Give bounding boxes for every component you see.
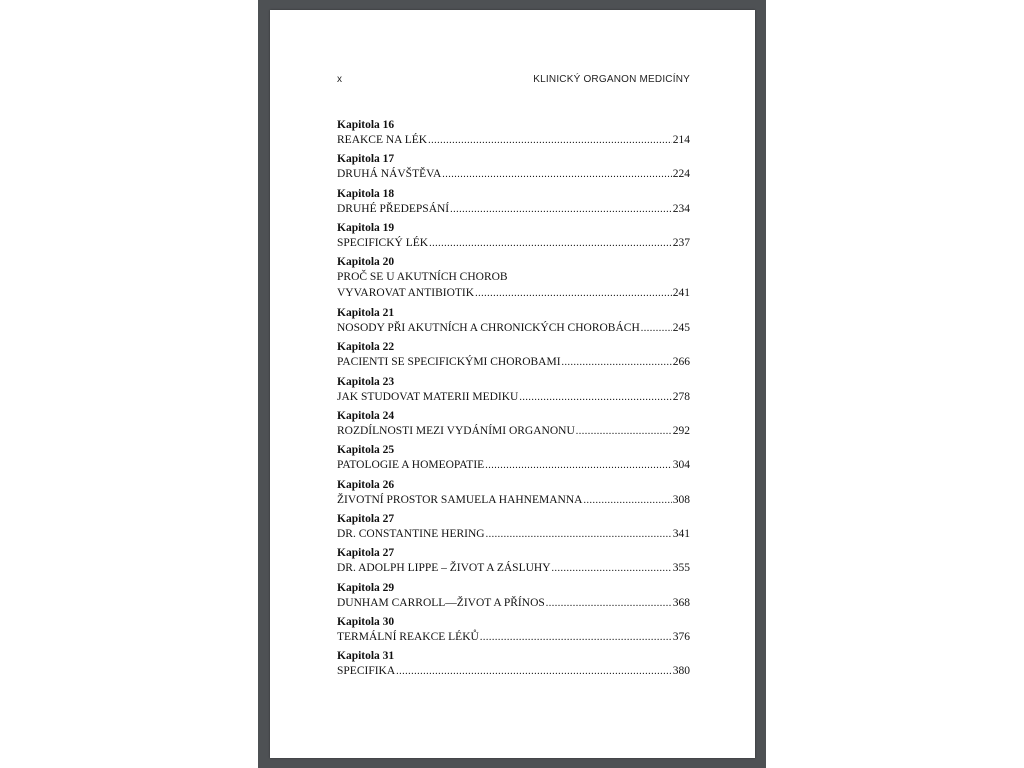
chapter-row	[337, 457, 690, 473]
toc-entry[interactable]	[337, 255, 690, 306]
chapter-row	[337, 389, 690, 405]
chapter-row	[337, 526, 690, 542]
toc-entry[interactable]	[337, 443, 690, 477]
chapter-label: Kapitola 23	[337, 375, 395, 388]
chapter-title: ŽIVOTNÍ PROSTOR SAMUELA HAHNEMANNA	[337, 493, 583, 506]
toc-entry[interactable]	[337, 375, 690, 409]
page-ref: 380	[672, 665, 690, 678]
chapter-row	[337, 132, 690, 148]
dot-leader	[442, 167, 671, 183]
chapter-row	[337, 663, 690, 679]
page-ref: 355	[672, 562, 690, 575]
chapter-label: Kapitola 26	[337, 478, 395, 491]
dot-leader	[475, 286, 672, 302]
toc-entry[interactable]	[337, 546, 690, 580]
toc-entry[interactable]	[337, 409, 690, 443]
chapter-title: DUNHAM CARROLL—ŽIVOT A PŘÍNOS	[337, 596, 545, 609]
chapter-label: Kapitola 24	[337, 410, 395, 423]
chapter-label: Kapitola 30	[337, 615, 395, 628]
dot-leader	[562, 355, 672, 371]
page-ref: 214	[672, 134, 690, 146]
chapter-title: SPECIFICKÝ LÉK	[337, 236, 429, 249]
chapter-label: Kapitola 18	[337, 187, 395, 200]
chapter-label: Kapitola 16	[337, 119, 395, 131]
chapter-label: Kapitola 21	[337, 307, 395, 320]
toc-entry[interactable]	[337, 306, 690, 340]
toc-entry[interactable]	[337, 615, 690, 649]
page-ref: 234	[672, 202, 690, 215]
chapter-row	[337, 285, 690, 301]
dot-leader	[546, 596, 672, 612]
page-ref: 278	[672, 390, 690, 403]
toc-entry[interactable]	[337, 221, 690, 255]
chapter-title: DR. CONSTANTINE HERING	[337, 527, 485, 540]
page-ref: 341	[672, 527, 690, 540]
chapter-row	[337, 423, 690, 439]
dot-leader	[396, 664, 672, 680]
page-ref: 266	[672, 356, 690, 369]
toc-entry[interactable]	[337, 187, 690, 221]
chapter-title: DRUHÁ NÁVŠTĚVA	[337, 168, 442, 181]
toc-entry[interactable]	[337, 649, 690, 683]
chapter-label: Kapitola 22	[337, 341, 395, 354]
page-ref: 241	[672, 287, 690, 300]
chapter-label: Kapitola 27	[337, 512, 395, 525]
chapter-row	[337, 320, 690, 336]
chapter-title: REAKCE NA LÉK	[337, 134, 428, 146]
chapter-row	[337, 560, 690, 576]
toc-entry[interactable]	[337, 581, 690, 615]
running-header	[337, 74, 690, 88]
chapter-title: SPECIFIKA	[337, 665, 396, 678]
chapter-title: JAK STUDOVAT MATERII MEDIKU	[337, 390, 519, 403]
dot-leader	[519, 390, 671, 406]
chapter-title: PATOLOGIE A HOMEOPATIE	[337, 459, 485, 472]
chapter-label: Kapitola 27	[337, 547, 395, 560]
page-number: x	[337, 74, 342, 85]
chapter-title: PACIENTI SE SPECIFICKÝMI CHOROBAMI	[337, 356, 561, 369]
toc-entry[interactable]	[337, 152, 690, 186]
page-ref: 304	[672, 459, 690, 472]
chapter-row	[337, 201, 690, 217]
table-of-contents	[337, 118, 690, 683]
page-ref: 368	[672, 596, 690, 609]
toc-entry[interactable]	[337, 478, 690, 512]
dot-leader	[429, 236, 672, 252]
chapter-label: Kapitola 20	[337, 256, 395, 269]
page-ref: 237	[672, 236, 690, 249]
chapter-title: ROZDÍLNOSTI MEZI VYDÁNÍMI ORGANONU	[337, 425, 575, 438]
toc-entry[interactable]	[337, 340, 690, 374]
page-ref: 224	[672, 168, 690, 181]
chapter-title-line: PROČ SE U AKUTNÍCH CHOROB	[337, 271, 508, 284]
page-ref: 292	[672, 425, 690, 438]
chapter-label: Kapitola 31	[337, 650, 395, 663]
chapter-title: TERMÁLNÍ REAKCE LÉKŮ	[337, 630, 479, 643]
toc-entry[interactable]	[337, 118, 690, 152]
page-ref: 308	[672, 493, 690, 506]
chapter-row	[337, 595, 690, 611]
dot-leader	[552, 561, 672, 577]
chapter-title: VYVAROVAT ANTIBIOTIK	[337, 287, 475, 300]
toc-entry[interactable]	[337, 512, 690, 546]
dot-leader	[576, 424, 672, 440]
chapter-row	[337, 235, 690, 251]
dot-leader	[450, 202, 672, 218]
chapter-title: DR. ADOLPH LIPPE – ŽIVOT A ZÁSLUHY	[337, 562, 551, 575]
chapter-label: Kapitola 29	[337, 581, 395, 594]
dot-leader	[480, 630, 672, 646]
chapter-label: Kapitola 19	[337, 221, 395, 234]
chapter-title: NOSODY PŘI AKUTNÍCH A CHRONICKÝCH CHOROBÁCH	[337, 322, 640, 335]
chapter-label: Kapitola 25	[337, 444, 395, 457]
running-title: KLINICKÝ ORGANON MEDICÍNY	[533, 74, 690, 85]
chapter-row	[337, 166, 690, 182]
page-ref: 376	[672, 630, 690, 643]
dot-leader	[485, 458, 672, 474]
page-ref: 245	[672, 322, 690, 335]
chapter-title: DRUHÉ PŘEDEPSÁNÍ	[337, 202, 450, 215]
chapter-row	[337, 629, 690, 645]
dot-leader	[486, 527, 672, 543]
chapter-row	[337, 354, 690, 370]
dot-leader	[583, 493, 671, 509]
dot-leader	[641, 321, 672, 337]
chapter-row	[337, 492, 690, 508]
chapter-label: Kapitola 17	[337, 153, 395, 166]
dot-leader	[428, 133, 672, 149]
